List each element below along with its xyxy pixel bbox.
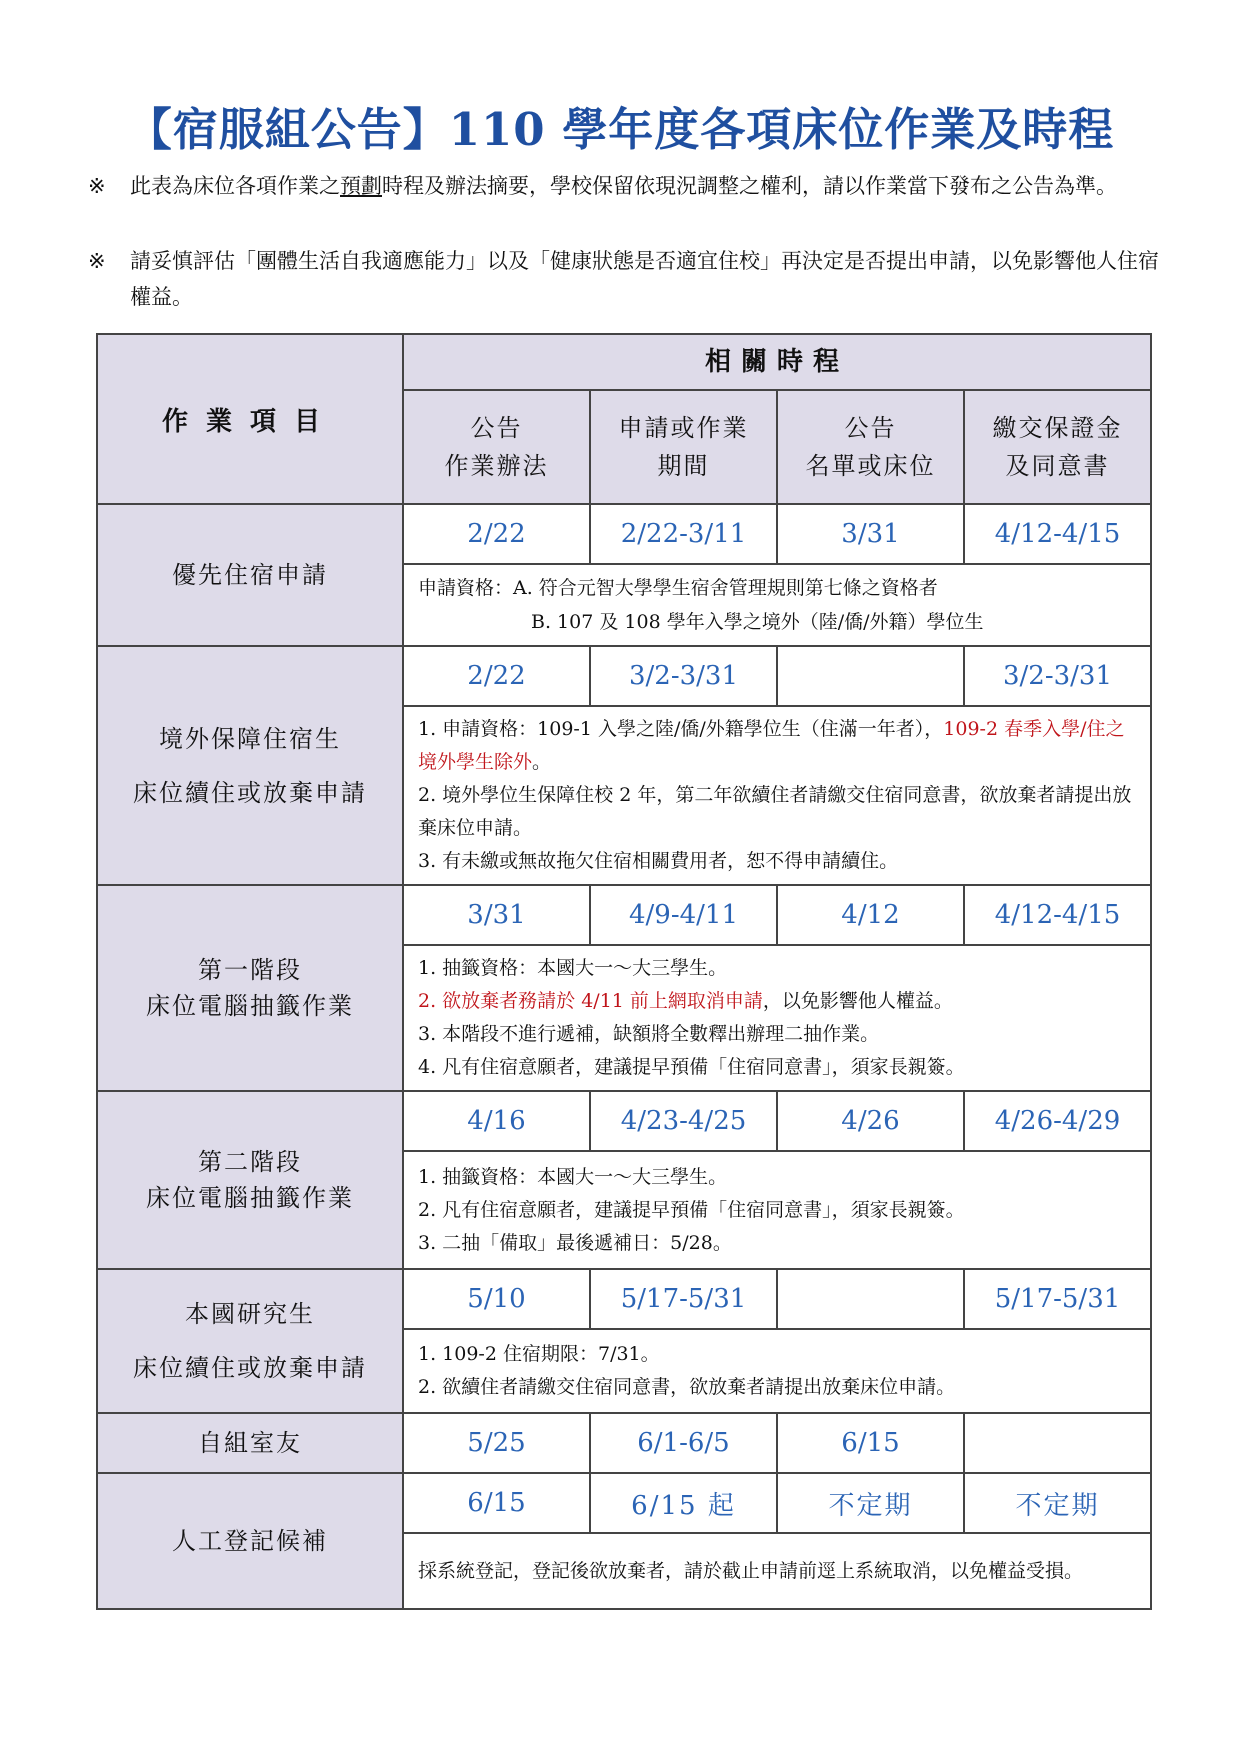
date-cell: 6/15 bbox=[777, 1413, 964, 1473]
date-cell: 4/12 bbox=[777, 885, 964, 945]
date-cell: 5/17-5/31 bbox=[590, 1269, 777, 1329]
date-cell: 不定期 bbox=[964, 1473, 1151, 1533]
date-cell: 4/23-4/25 bbox=[590, 1091, 777, 1151]
date-cell: 4/26-4/29 bbox=[964, 1091, 1151, 1151]
row-description: 1. 抽籤資格：本國大一～大三學生。 2. 凡有住宿意願者，建議提早預備「住宿同意書」，須家長親簽。 3. 二抽「備取」最後遞補日：5/28。 bbox=[403, 1151, 1151, 1269]
header-col-announce-list: 公告 名單或床位 bbox=[777, 390, 964, 504]
date-cell: 3/31 bbox=[403, 885, 590, 945]
date-cell: 3/2-3/31 bbox=[964, 646, 1151, 706]
date-cell: 4/26 bbox=[777, 1091, 964, 1151]
table-row bbox=[97, 646, 1151, 706]
table-row bbox=[97, 1269, 1151, 1329]
schedule-table bbox=[96, 333, 1152, 1610]
row-description: 採系統登記，登記後欲放棄者，請於截止申請前逕上系統取消，以免權益受損。 bbox=[403, 1533, 1151, 1609]
table-row bbox=[97, 1091, 1151, 1151]
table-row bbox=[97, 504, 1151, 564]
date-cell: 6/15 起 bbox=[590, 1473, 777, 1533]
row-item-overseas: 境外保障住宿生 床位續住或放棄申請 bbox=[97, 646, 403, 885]
reference-mark: ※ bbox=[88, 174, 106, 198]
table-row bbox=[97, 1473, 1151, 1533]
date-cell: 5/17-5/31 bbox=[964, 1269, 1151, 1329]
date-cell: 2/22 bbox=[403, 504, 590, 564]
row-description: 1. 申請資格：109-1 入學之陸/僑/外籍學位生（住滿一年者），109-2 春季入學/住之境外學生除外。 2. 境外學位生保障住校 2 年，第二年欲續住者請繳交住宿同意書，欲放棄者請提出放棄床位申請。 3. 有未繳或無故拖欠住宿相關費用者，恕不得申請續住。 bbox=[403, 706, 1151, 885]
date-cell: 2/22 bbox=[403, 646, 590, 706]
warning-text: 109-2 春季入學/住之境外學生除外 bbox=[418, 718, 1125, 773]
date-cell: 4/16 bbox=[403, 1091, 590, 1151]
table-row bbox=[97, 885, 1151, 945]
row-item-grad: 本國研究生 床位續住或放棄申請 bbox=[97, 1269, 403, 1413]
header-col-application-period: 申請或作業 期間 bbox=[590, 390, 777, 504]
date-cell: 5/10 bbox=[403, 1269, 590, 1329]
underlined-term: 預劃 bbox=[340, 174, 382, 198]
date-cell: 4/12-4/15 bbox=[964, 885, 1151, 945]
date-cell: 4/12-4/15 bbox=[964, 504, 1151, 564]
date-cell: 2/22-3/11 bbox=[590, 504, 777, 564]
date-cell: 3/2-3/31 bbox=[590, 646, 777, 706]
date-cell bbox=[777, 646, 964, 706]
header-col-announce-method: 公告 作業辦法 bbox=[403, 390, 590, 504]
header-col-deposit: 繳交保證金 及同意書 bbox=[964, 390, 1151, 504]
date-cell bbox=[964, 1413, 1151, 1473]
header-schedule: 相關時程 bbox=[403, 334, 1151, 390]
date-cell bbox=[777, 1269, 964, 1329]
date-cell: 4/9-4/11 bbox=[590, 885, 777, 945]
date-cell: 3/31 bbox=[777, 504, 964, 564]
row-item-waitlist: 人工登記候補 bbox=[97, 1473, 403, 1609]
reference-mark: ※ bbox=[88, 249, 106, 273]
row-description: 1. 抽籤資格：本國大一～大三學生。 2. 欲放棄者務請於 4/11 前上網取消申請，以免影響他人權益。 3. 本階段不進行遞補，缺額將全數釋出辦理二抽作業。 4. 凡有住宿意願者，建議提早預備「住宿同意書」，須家長親簽。 bbox=[403, 945, 1151, 1091]
date-cell: 6/1-6/5 bbox=[590, 1413, 777, 1473]
row-description: 申請資格：A. 符合元智大學學生宿舍管理規則第七條之資格者 B. 107 及 108 學年入學之境外（陸/僑/外籍）學位生 bbox=[403, 564, 1151, 646]
date-cell: 5/25 bbox=[403, 1413, 590, 1473]
row-description: 1. 109-2 住宿期限：7/31。 2. 欲續住者請繳交住宿同意書，欲放棄者請提出放棄床位申請。 bbox=[403, 1329, 1151, 1413]
warning-text: 欲放棄者務請於 4/11 前上網取消申請 bbox=[442, 990, 763, 1012]
date-cell: 6/15 bbox=[403, 1473, 590, 1533]
notice-2: ※ 請妥慎評估「團體生活自我適應能力」以及「健康狀態是否適宜住校」再決定是否提出申請，以免影響他人住宿權益。 bbox=[88, 243, 1168, 315]
notice-1: ※ 此表為床位各項作業之預劃時程及辦法摘要，學校保留依現況調整之權利，請以作業當下發布之公告為準。 bbox=[88, 168, 1168, 204]
row-item-stage2: 第二階段 床位電腦抽籤作業 bbox=[97, 1091, 403, 1269]
table-header-row bbox=[97, 334, 1151, 390]
row-item-priority: 優先住宿申請 bbox=[97, 504, 403, 646]
row-item-stage1: 第一階段 床位電腦抽籤作業 bbox=[97, 885, 403, 1091]
page-title: 【宿服組公告】110 學年度各項床位作業及時程 bbox=[126, 103, 1115, 156]
header-item: 作業項目 bbox=[97, 334, 403, 504]
date-cell: 不定期 bbox=[777, 1473, 964, 1533]
table-row bbox=[97, 1413, 1151, 1473]
row-item-roommate: 自組室友 bbox=[97, 1413, 403, 1473]
